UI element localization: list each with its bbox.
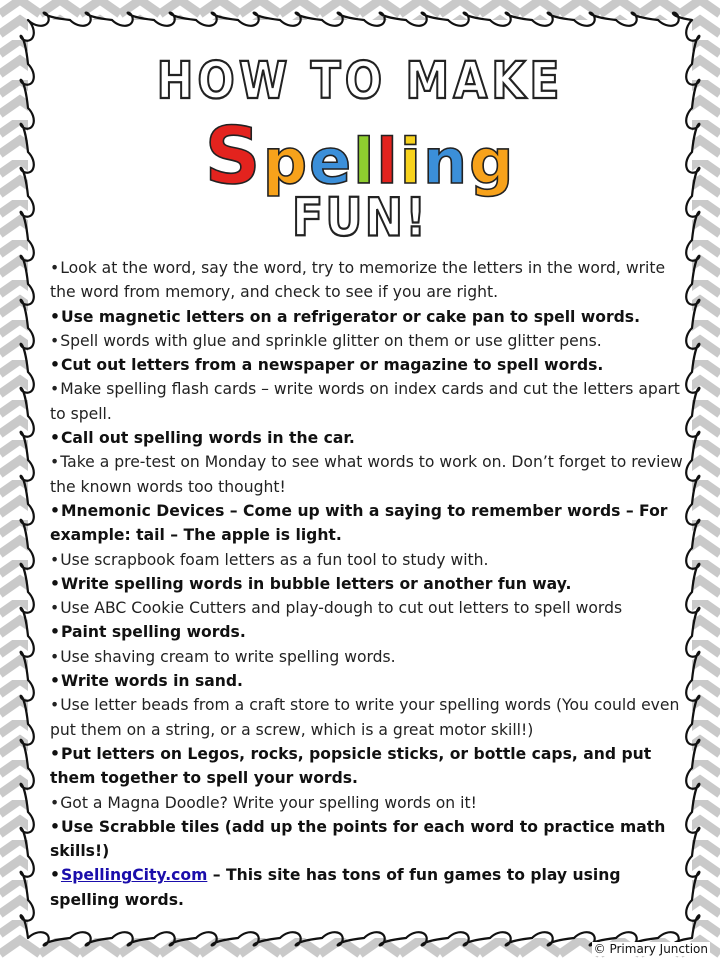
tip-text: Mnemonic Devices – Come up with a saying to remember words – For example: tail – The apple is light. <box>50 501 668 545</box>
tip-item <box>50 620 690 644</box>
tip-text: Cut out letters from a newspaper or magazine to spell words. <box>60 356 604 375</box>
title-how-to-make: HOW TO MAKE <box>156 52 564 111</box>
tip-item <box>50 596 690 620</box>
bullet: • <box>50 331 60 350</box>
copyright-credit: © Primary Junction <box>593 942 708 956</box>
title-letter: l <box>376 125 400 198</box>
bullet: • <box>50 647 60 666</box>
tip-text: Take a pre-test on Monday to see what words to work on. Don’t forget to review the known words too thought! <box>50 453 683 496</box>
bullet: • <box>50 866 60 885</box>
bullet: • <box>50 696 60 715</box>
tip-text: Use magnetic letters on a refrigerator or cake pan to spell words. <box>60 307 641 326</box>
tip-item <box>50 256 690 305</box>
tip-text: Spell words with glue and sprinkle glitter on them or use glitter pens. <box>60 331 602 350</box>
tip-item <box>50 863 690 912</box>
tip-text: – This site has tons of fun games to play using spelling words. <box>50 866 621 909</box>
tip-text: Got a Magna Doodle? Write your spelling words on it! <box>60 793 477 812</box>
tip-text: Write spelling words in bubble letters or another fun way. <box>60 574 572 593</box>
title-letter: l <box>353 125 377 198</box>
tip-item <box>50 450 690 499</box>
bullet: • <box>50 599 60 618</box>
bullet: • <box>50 793 60 812</box>
bullet: • <box>50 550 60 569</box>
tip-text: Write words in sand. <box>60 672 243 691</box>
bullet: • <box>50 501 60 520</box>
tip-text: Use scrapbook foam letters as a fun tool to study with. <box>60 550 489 569</box>
bullet: • <box>50 356 60 375</box>
tip-item <box>50 353 690 377</box>
tip-item <box>50 377 690 426</box>
bullet: • <box>50 259 60 277</box>
tip-text: Use letter beads from a craft store to write your spelling words (You could even put them on a string, or a screw, which is a great motor skill!) <box>50 696 680 739</box>
tip-item <box>50 669 690 693</box>
title-letter: i <box>399 125 423 198</box>
tip-text: Use shaving cream to write spelling words. <box>60 647 396 666</box>
title-letter: n <box>422 125 470 198</box>
title-letter: g <box>469 125 516 198</box>
tip-item <box>50 815 690 864</box>
tip-item <box>50 645 690 669</box>
bullet: • <box>50 574 60 593</box>
tip-text: Call out spelling words in the car. <box>60 429 355 448</box>
tip-item <box>50 791 690 815</box>
tip-item <box>50 305 690 329</box>
tip-text: Use ABC Cookie Cutters and play-dough to cut out letters to spell words <box>60 599 623 618</box>
tips-list <box>50 256 690 912</box>
title-fun: FUN! <box>291 185 429 249</box>
title-letter: S <box>204 112 263 202</box>
tip-item <box>50 329 690 353</box>
title-letter: p <box>262 125 310 198</box>
tip-item <box>50 426 690 450</box>
bullet: • <box>50 453 60 472</box>
bullet: • <box>50 380 60 399</box>
bullet: • <box>50 672 60 691</box>
tip-item <box>50 572 690 596</box>
bullet: • <box>50 623 60 642</box>
tip-item <box>50 499 690 548</box>
tip-text: Look at the word, say the word, try to memorize the letters in the word, write the word from memory, and check to see if you are right. <box>50 259 666 302</box>
tip-text: Put letters on Legos, rocks, popsicle sticks, or bottle caps, and put them together to spell your words. <box>50 744 652 788</box>
bullet: • <box>50 744 60 763</box>
bullet: • <box>50 307 60 326</box>
tip-text: Use Scrabble tiles (add up the points for each word to practice math skills!) <box>50 817 666 861</box>
bullet: • <box>50 817 60 836</box>
bullet: • <box>50 429 60 448</box>
tip-text: Make spelling flash cards – write words on index cards and cut the letters apart to spell. <box>50 380 680 423</box>
tip-item <box>50 693 690 742</box>
tip-item <box>50 742 690 791</box>
spellingcity-link[interactable]: SpellingCity.com <box>60 866 208 885</box>
title-letter: e <box>309 125 354 198</box>
tip-text: Paint spelling words. <box>60 623 246 642</box>
tip-item <box>50 548 690 572</box>
